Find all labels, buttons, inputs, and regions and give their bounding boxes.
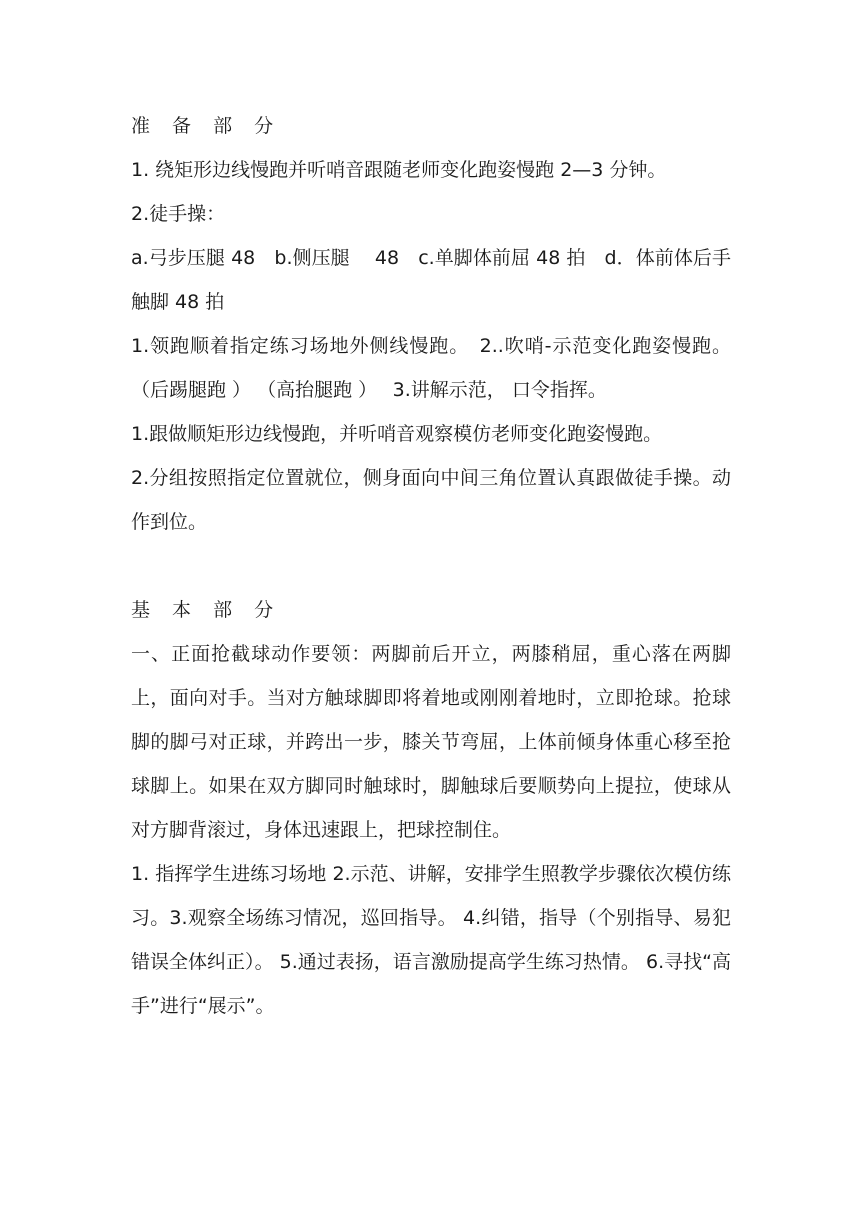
- document-page: [131, 104, 731, 1028]
- paragraph-freehand-exercise: 2.徒手操：: [131, 203, 226, 225]
- paragraph-jog-around: 1. 绕矩形边线慢跑并听哨音跟随老师变化跑姿慢跑 2—3 分钟。: [131, 159, 667, 181]
- paragraph-group-position: 2.分组按照指定位置就位，侧身面向中间三角位置认真跟做徒手操。动作到位。: [131, 467, 731, 533]
- section-heading-preparation: 准 备 部 分: [131, 115, 282, 137]
- paragraph-teacher-lead: 1.领跑顺着指定练习场地外侧线慢跑。 2..吹哨-示范变化跑姿慢跑。 （后踢腿跑 ） （高抬腿跑 ） 3.讲解示范， 口令指挥。: [131, 335, 731, 401]
- paragraph-teaching-steps: 1. 指挥学生进练习场地 2.示范、讲解，安排学生照教学步骤依次模仿练习。3.观察全场练习情况，巡回指导。 4.纠错，指导（个别指导、易犯错误全体纠正）。 5.通过表扬，语言激励提高学生练习热情。 6.寻找“高手”进行“展示”。: [131, 863, 731, 1017]
- section-heading-basic: 基 本 部 分: [131, 599, 282, 621]
- paragraph-student-follow: 1.跟做顺矩形边线慢跑，并听哨音观察模仿老师变化跑姿慢跑。: [131, 423, 663, 445]
- section-spacer: [131, 544, 731, 588]
- paragraph-stretch-list: a.弓步压腿 48 b.侧压腿 48 c.单脚体前屈 48 拍 d．体前体后手触脚 48 拍: [131, 247, 731, 313]
- paragraph-tackle-technique: 一、正面抢截球动作要领：两脚前后开立，两膝稍屈，重心落在两脚上，面向对手。当对方触球脚即将着地或刚刚着地时，立即抢球。抢球脚的脚弓对正球，并跨出一步，膝关节弯屈，上体前倾身体重心移至抢球脚上。如果在双方脚同时触球时，脚触球后要顺势向上提拉，使球从对方脚背滚过，身体迅速跟上，把球控制住。: [131, 643, 731, 841]
